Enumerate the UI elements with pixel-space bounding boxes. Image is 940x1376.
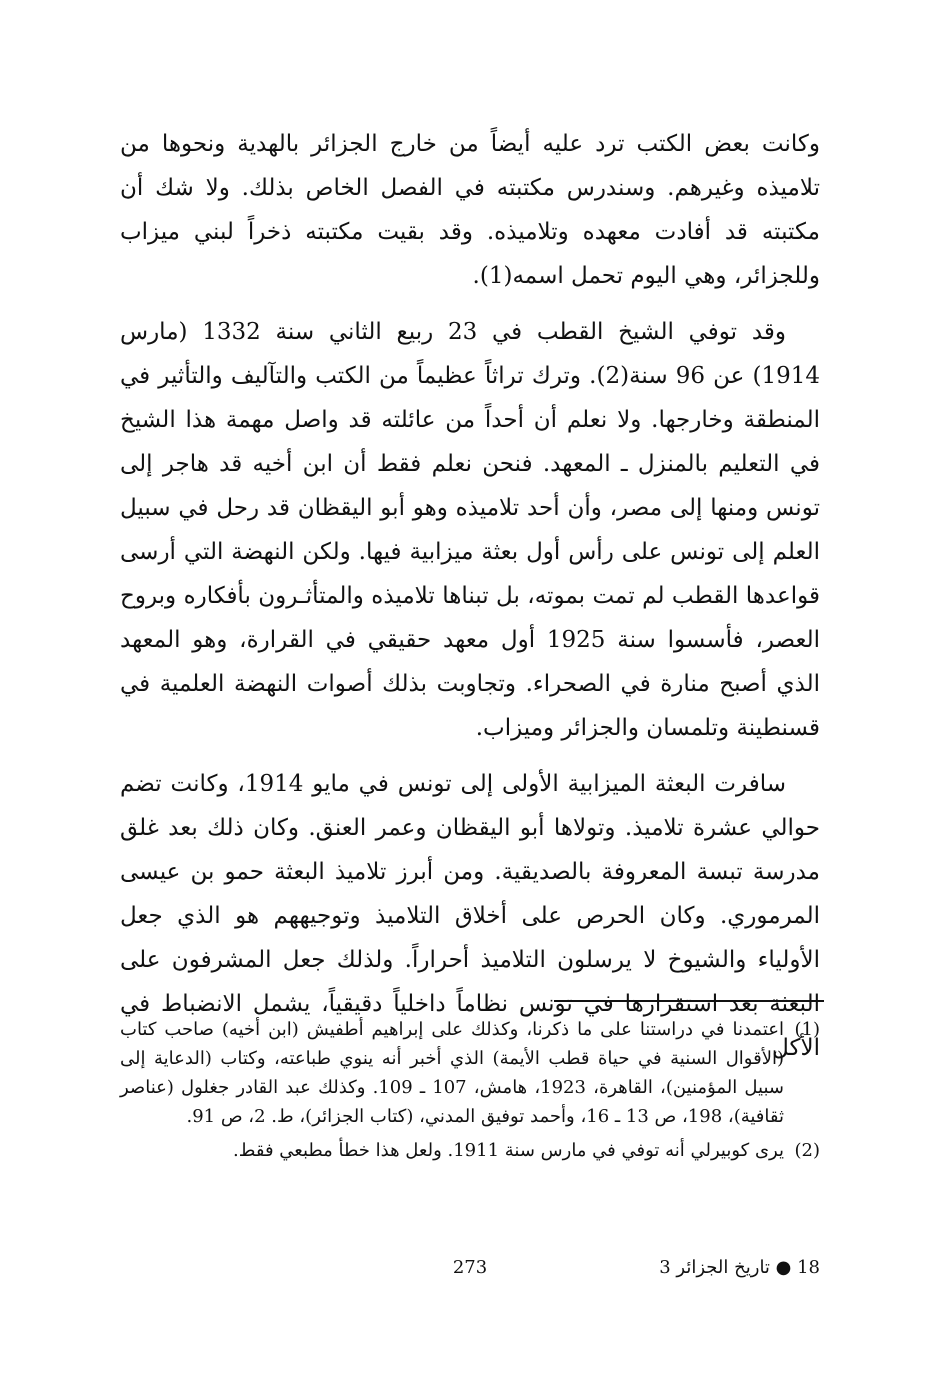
footnote-divider <box>554 1000 824 1002</box>
footnote-2 <box>120 1136 820 1165</box>
paragraph-3: سافرت البعثة الميزابية الأولى إلى تونس في مايو 1914، وكانت تضم حوالي عشرة تلاميذ. وتولاها أبو اليقظان وعمر العنق. وكان ذلك بعد غلق مدرسة تبسة المعروفة بالصديقية. ومن أبرز تلاميذ البعثة حمو بن عيسى المرموري. وكان الحرص على أخلاق التلاميذ وتوجيههم هو الذي جعل الأولياء والشيوخ لا يرسلون التلاميذ أحراراً. ولذلك جعل المشرفون على البعثة بعد استقرارها في تونس نظاماً داخلياً دقيقياً، يشمل الانضباط في الأكل <box>120 771 820 1061</box>
page-footer <box>120 1254 820 1282</box>
page-number: 273 <box>452 1257 488 1278</box>
footnote-2-number: (2) <box>794 1140 820 1161</box>
printer-signature: 18 ● تاريخ الجزائر 3 <box>659 1257 820 1278</box>
footnote-2-text: يرى كوبيرلي أنه توفي في مارس سنة 1911. ولعل هذا خطأ مطبعي فقط. <box>233 1140 784 1161</box>
footnote-1-text: اعتمدنا في دراستنا على ما ذكرنا، وكذلك على إبراهيم أطفيش (ابن أخيه) صاحب كتاب (الأقوال السنية في حياة قطب الأيمة) الذي أخبر أنه ينوي طباعته، وكتاب (الدعاية إلى سبيل المؤمنين)، القاهرة، 1923، هامش، 107 ـ 109. وكذلك عبد القادر جغلول (عناصر ثقافية)، 198، ص 13 ـ 16، وأحمد توفيق المدني، (كتاب الجزائر)، ط. 2، ص 91. <box>120 1019 784 1127</box>
main-text <box>120 122 820 1070</box>
paragraph-1: وكانت بعض الكتب ترد عليه أيضاً من خارج الجزائر بالهدية ونحوها من تلاميذه وغيرهم. وسندرس مكتبته في الفصل الخاص بذلك. ولا شك أن مكتبته قد أفادت معهده وتلاميذه. وقد بقيت مكتبته ذخراً لبني ميزاب وللجزائر، وهي اليوم تحمل اسمه(1). <box>120 131 820 289</box>
footnote-1-number: (1) <box>794 1019 820 1040</box>
paragraph-2: وقد توفي الشيخ القطب في 23 ربيع الثاني سنة 1332 (مارس 1914) عن 96 سنة(2). وترك تراثاً عظيماً من الكتب والتآليف والتأثير في المنطقة وخارجها. ولا نعلم أن أحداً من عائلته قد واصل مهمة هذا الشيخ في التعليم بالمنزل ـ المعهد. فنحن نعلم فقط أن ابن أخيه قد هاجر إلى تونس ومنها إلى مصر، وأن أحد تلاميذه وهو أبو اليقظان قد رحل في سبيل العلم إلى تونس على رأس أول بعثة ميزابية فيها. ولكن النهضة التي أرسى قواعدها القطب لم تمت بموته، بل تبناها تلاميذه والمتأثـرون بأفكاره وبروح العصر، فأسسوا سنة 1925 أول معهد حقيقي في القرارة، وهو المعهد الذي أصبح منارة في الصحراء. وتجاوبت بذلك أصوات النهضة العلمية في قسنطينة وتلمسان والجزائر وميزاب. <box>120 319 821 741</box>
footnote-1 <box>120 1015 820 1131</box>
footnotes <box>120 1015 820 1170</box>
